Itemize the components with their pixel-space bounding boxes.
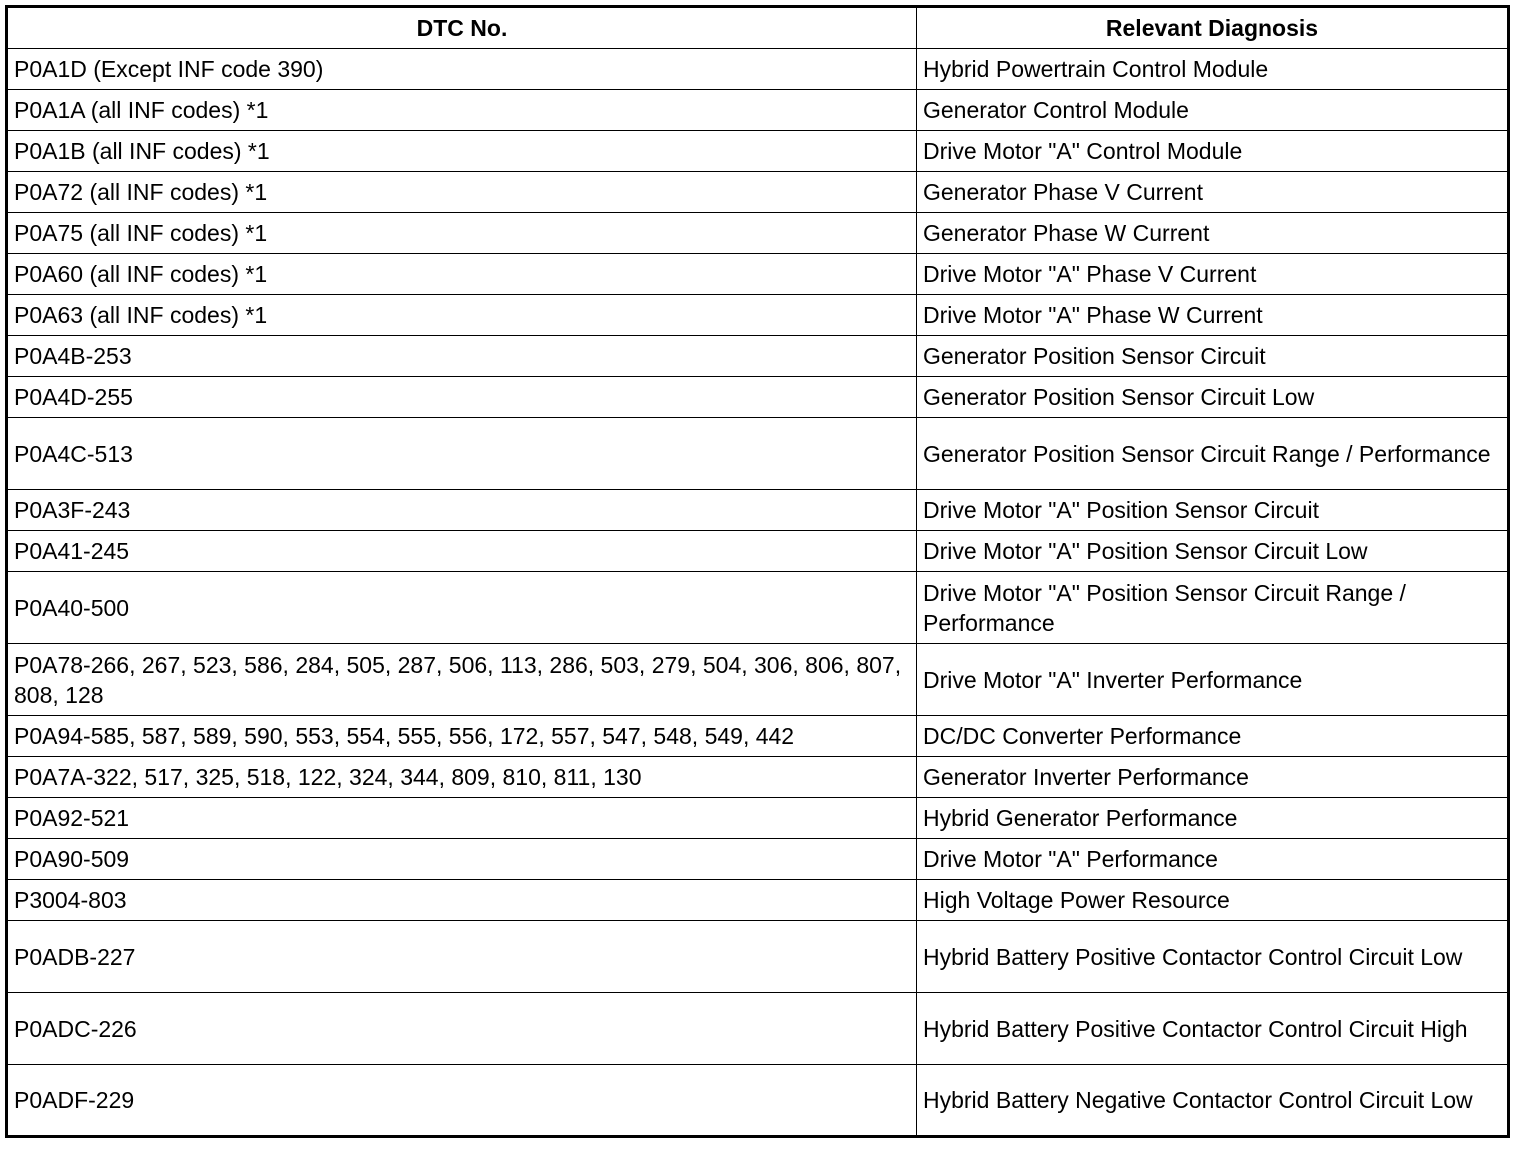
diagnosis-cell: Drive Motor "A" Position Sensor Circuit Low: [917, 531, 1509, 572]
dtc-cell: P0ADF-229: [7, 1065, 917, 1137]
table-row: [7, 49, 1509, 90]
diagnosis-cell: DC/DC Converter Performance: [917, 716, 1509, 757]
diagnosis-cell: Drive Motor "A" Position Sensor Circuit Range / Performance: [917, 572, 1509, 644]
dtc-cell: P0A41-245: [7, 531, 917, 572]
dtc-cell: P0A4D-255: [7, 377, 917, 418]
table-row: [7, 880, 1509, 921]
dtc-cell: P0A7A-322, 517, 325, 518, 122, 324, 344, 809, 810, 811, 130: [7, 757, 917, 798]
table-row: [7, 90, 1509, 131]
table-row: [7, 1065, 1509, 1137]
dtc-cell: P0A40-500: [7, 572, 917, 644]
dtc-cell: P0A4B-253: [7, 336, 917, 377]
diagnosis-cell: Generator Control Module: [917, 90, 1509, 131]
dtc-cell: P0A60 (all INF codes) *1: [7, 254, 917, 295]
table-row: [7, 716, 1509, 757]
table-row: [7, 131, 1509, 172]
diagnosis-cell: Hybrid Generator Performance: [917, 798, 1509, 839]
diagnosis-cell: Drive Motor "A" Position Sensor Circuit: [917, 490, 1509, 531]
table-row: [7, 377, 1509, 418]
dtc-cell: P0A63 (all INF codes) *1: [7, 295, 917, 336]
diagnosis-cell: Generator Phase W Current: [917, 213, 1509, 254]
diagnosis-cell: Generator Phase V Current: [917, 172, 1509, 213]
dtc-cell: P0A94-585, 587, 589, 590, 553, 554, 555, 556, 172, 557, 547, 548, 549, 442: [7, 716, 917, 757]
column-header-dtc: DTC No.: [7, 7, 917, 49]
column-header-diagnosis: Relevant Diagnosis: [917, 7, 1509, 49]
diagnosis-cell: Generator Position Sensor Circuit Low: [917, 377, 1509, 418]
diagnosis-cell: Hybrid Battery Negative Contactor Control Circuit Low: [917, 1065, 1509, 1137]
diagnosis-cell: Drive Motor "A" Control Module: [917, 131, 1509, 172]
dtc-cell: P0ADB-227: [7, 921, 917, 993]
diagnosis-cell: Drive Motor "A" Performance: [917, 839, 1509, 880]
dtc-cell: P0A92-521: [7, 798, 917, 839]
diagnosis-cell: Drive Motor "A" Phase V Current: [917, 254, 1509, 295]
dtc-cell: P0A1D (Except INF code 390): [7, 49, 917, 90]
table-row: [7, 418, 1509, 490]
diagnosis-cell: Hybrid Powertrain Control Module: [917, 49, 1509, 90]
table-row: [7, 295, 1509, 336]
diagnosis-cell: Drive Motor "A" Phase W Current: [917, 295, 1509, 336]
diagnosis-cell: Hybrid Battery Positive Contactor Control Circuit High: [917, 993, 1509, 1065]
dtc-cell: P0A75 (all INF codes) *1: [7, 213, 917, 254]
dtc-cell: P0A90-509: [7, 839, 917, 880]
table-row: [7, 757, 1509, 798]
table-header-row: [7, 7, 1509, 49]
table-row: [7, 572, 1509, 644]
table-row: [7, 213, 1509, 254]
diagnosis-cell: Generator Position Sensor Circuit Range / Performance: [917, 418, 1509, 490]
table-row: [7, 490, 1509, 531]
table-row: [7, 993, 1509, 1065]
table-row: [7, 921, 1509, 993]
table-row: [7, 172, 1509, 213]
dtc-cell: P3004-803: [7, 880, 917, 921]
dtc-table: [5, 5, 1510, 1138]
table-row: [7, 839, 1509, 880]
table-row: [7, 336, 1509, 377]
table-row: [7, 531, 1509, 572]
dtc-cell: P0A78-266, 267, 523, 586, 284, 505, 287, 506, 113, 286, 503, 279, 504, 306, 806, 807, 808, 128: [7, 644, 917, 716]
table-row: [7, 644, 1509, 716]
dtc-cell: P0ADC-226: [7, 993, 917, 1065]
dtc-cell: P0A1B (all INF codes) *1: [7, 131, 917, 172]
diagnosis-cell: High Voltage Power Resource: [917, 880, 1509, 921]
diagnosis-cell: Generator Position Sensor Circuit: [917, 336, 1509, 377]
table-row: [7, 254, 1509, 295]
dtc-cell: P0A4C-513: [7, 418, 917, 490]
dtc-cell: P0A1A (all INF codes) *1: [7, 90, 917, 131]
table-row: [7, 798, 1509, 839]
dtc-cell: P0A3F-243: [7, 490, 917, 531]
diagnosis-cell: Hybrid Battery Positive Contactor Control Circuit Low: [917, 921, 1509, 993]
diagnosis-cell: Drive Motor "A" Inverter Performance: [917, 644, 1509, 716]
dtc-cell: P0A72 (all INF codes) *1: [7, 172, 917, 213]
diagnosis-cell: Generator Inverter Performance: [917, 757, 1509, 798]
table-body: [7, 49, 1509, 1137]
